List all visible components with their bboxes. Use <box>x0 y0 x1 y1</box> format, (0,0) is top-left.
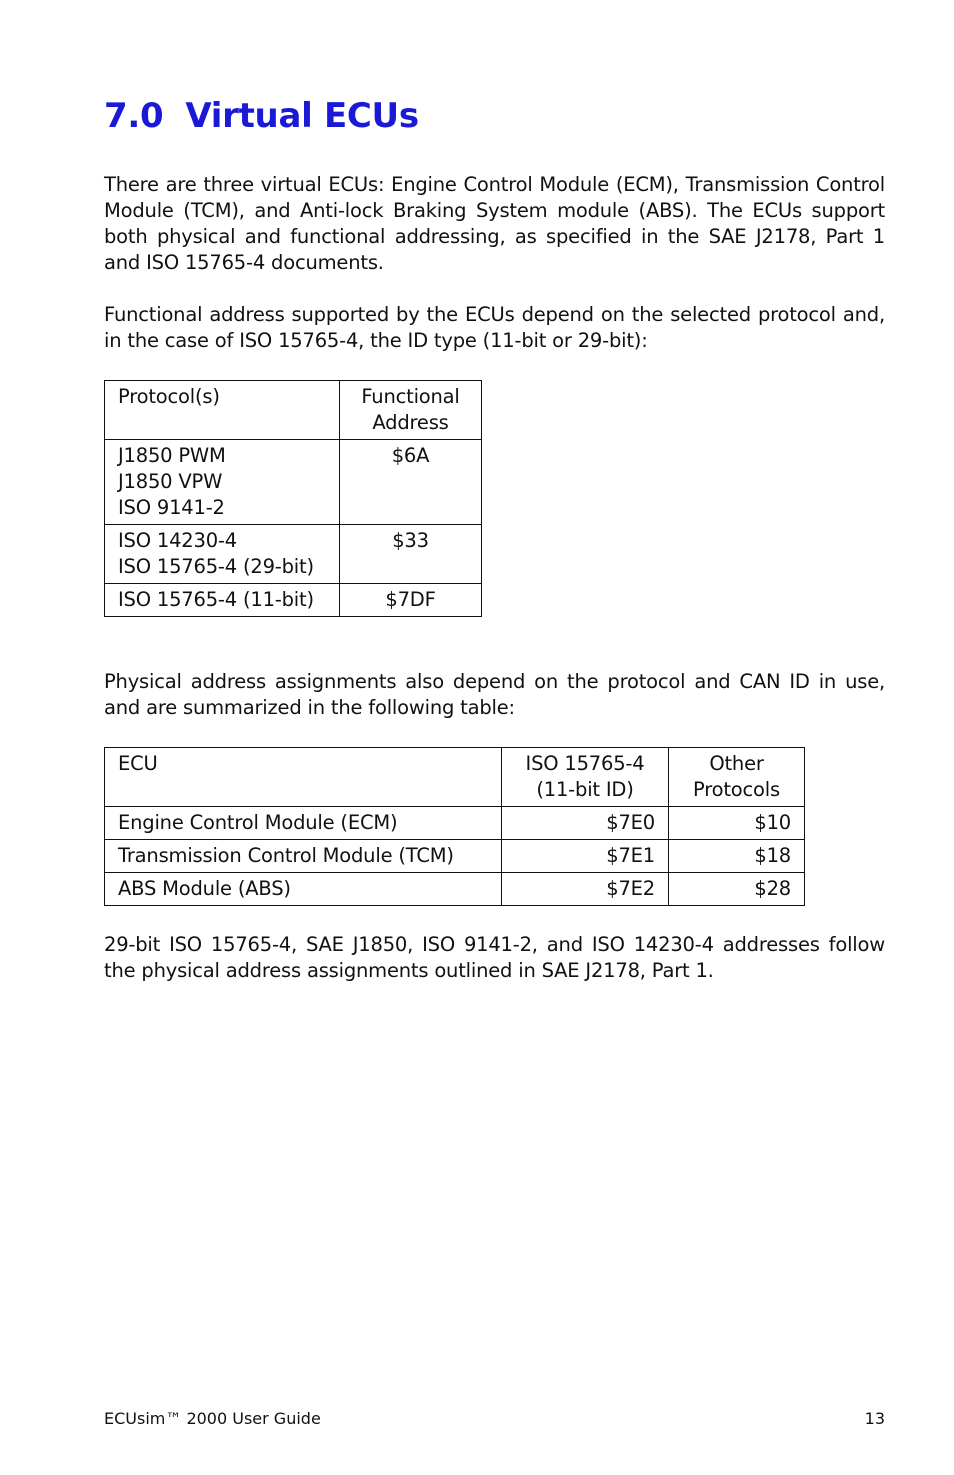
other-address-cell: $28 <box>669 873 805 906</box>
protocol-name: ISO 14230-4 <box>118 529 237 552</box>
ecu-cell: ABS Module (ABS) <box>105 873 502 906</box>
section-title: Virtual ECUs <box>185 96 419 136</box>
table-row <box>105 873 805 906</box>
header-functional-address <box>340 381 482 440</box>
physical-address-table <box>104 747 805 906</box>
table-header-row <box>105 381 482 440</box>
header-line: (11-bit ID) <box>536 778 634 801</box>
protocol-name: ISO 9141-2 <box>118 496 225 519</box>
page-footer <box>104 1409 885 1428</box>
protocol-name: ISO 15765-4 (29-bit) <box>118 555 314 578</box>
header-protocols: Protocol(s) <box>105 381 340 440</box>
ecu-cell: Transmission Control Module (TCM) <box>105 840 502 873</box>
ecu-cell: Engine Control Module (ECM) <box>105 807 502 840</box>
protocols-cell <box>105 584 340 617</box>
protocol-name: J1850 PWM <box>118 444 226 467</box>
functional-paragraph: Functional address supported by the ECUs depend on the selected protocol and, in the case of ISO 15765-4, the ID type (11-bit or 29-bit): <box>104 303 885 352</box>
section-number: 7.0 <box>104 96 164 136</box>
physical-paragraph: Physical address assignments also depend on the protocol and CAN ID in use, and are summarized in the following table: <box>104 670 885 719</box>
other-address-cell: $18 <box>669 840 805 873</box>
header-ecu: ECU <box>105 748 502 807</box>
protocols-cell <box>105 440 340 525</box>
header-line: Other <box>709 752 764 775</box>
header-line: Address <box>372 411 449 434</box>
table-row <box>105 840 805 873</box>
other-address-cell: $10 <box>669 807 805 840</box>
section-heading <box>104 96 885 136</box>
table-row <box>105 807 805 840</box>
table-row <box>105 525 482 584</box>
iso-address-cell: $7E2 <box>502 873 669 906</box>
iso-address-cell: $7E1 <box>502 840 669 873</box>
header-line: Functional <box>361 385 460 408</box>
functional-address-table <box>104 380 482 617</box>
intro-paragraph: There are three virtual ECUs: Engine Control Module (ECM), Transmission Control Module (TCM), and Anti-lock Braking System module (ABS). The ECUs support both physical and functional addressing, as specified in the SAE J2178, Part 1 and ISO 15765-4 documents. <box>104 173 885 274</box>
table-row <box>105 440 482 525</box>
footer-guide-title: ECUsim™ 2000 User Guide <box>104 1409 321 1428</box>
closing-paragraph: 29-bit ISO 15765-4, SAE J1850, ISO 9141-2, and ISO 14230-4 addresses follow the physical address assignments outlined in SAE J2178, Part 1. <box>104 933 885 982</box>
protocol-name: ISO 15765-4 (11-bit) <box>118 588 314 611</box>
table-row <box>105 584 482 617</box>
page-number: 13 <box>864 1409 885 1428</box>
header-iso-15765 <box>502 748 669 807</box>
address-cell: $33 <box>340 525 482 584</box>
header-line: Protocols <box>693 778 780 801</box>
iso-address-cell: $7E0 <box>502 807 669 840</box>
header-line: ISO 15765-4 <box>525 752 645 775</box>
page-content <box>104 96 885 984</box>
protocol-name: J1850 VPW <box>118 470 223 493</box>
table-header-row <box>105 748 805 807</box>
address-cell: $6A <box>340 440 482 525</box>
address-cell: $7DF <box>340 584 482 617</box>
protocols-cell <box>105 525 340 584</box>
header-other-protocols <box>669 748 805 807</box>
